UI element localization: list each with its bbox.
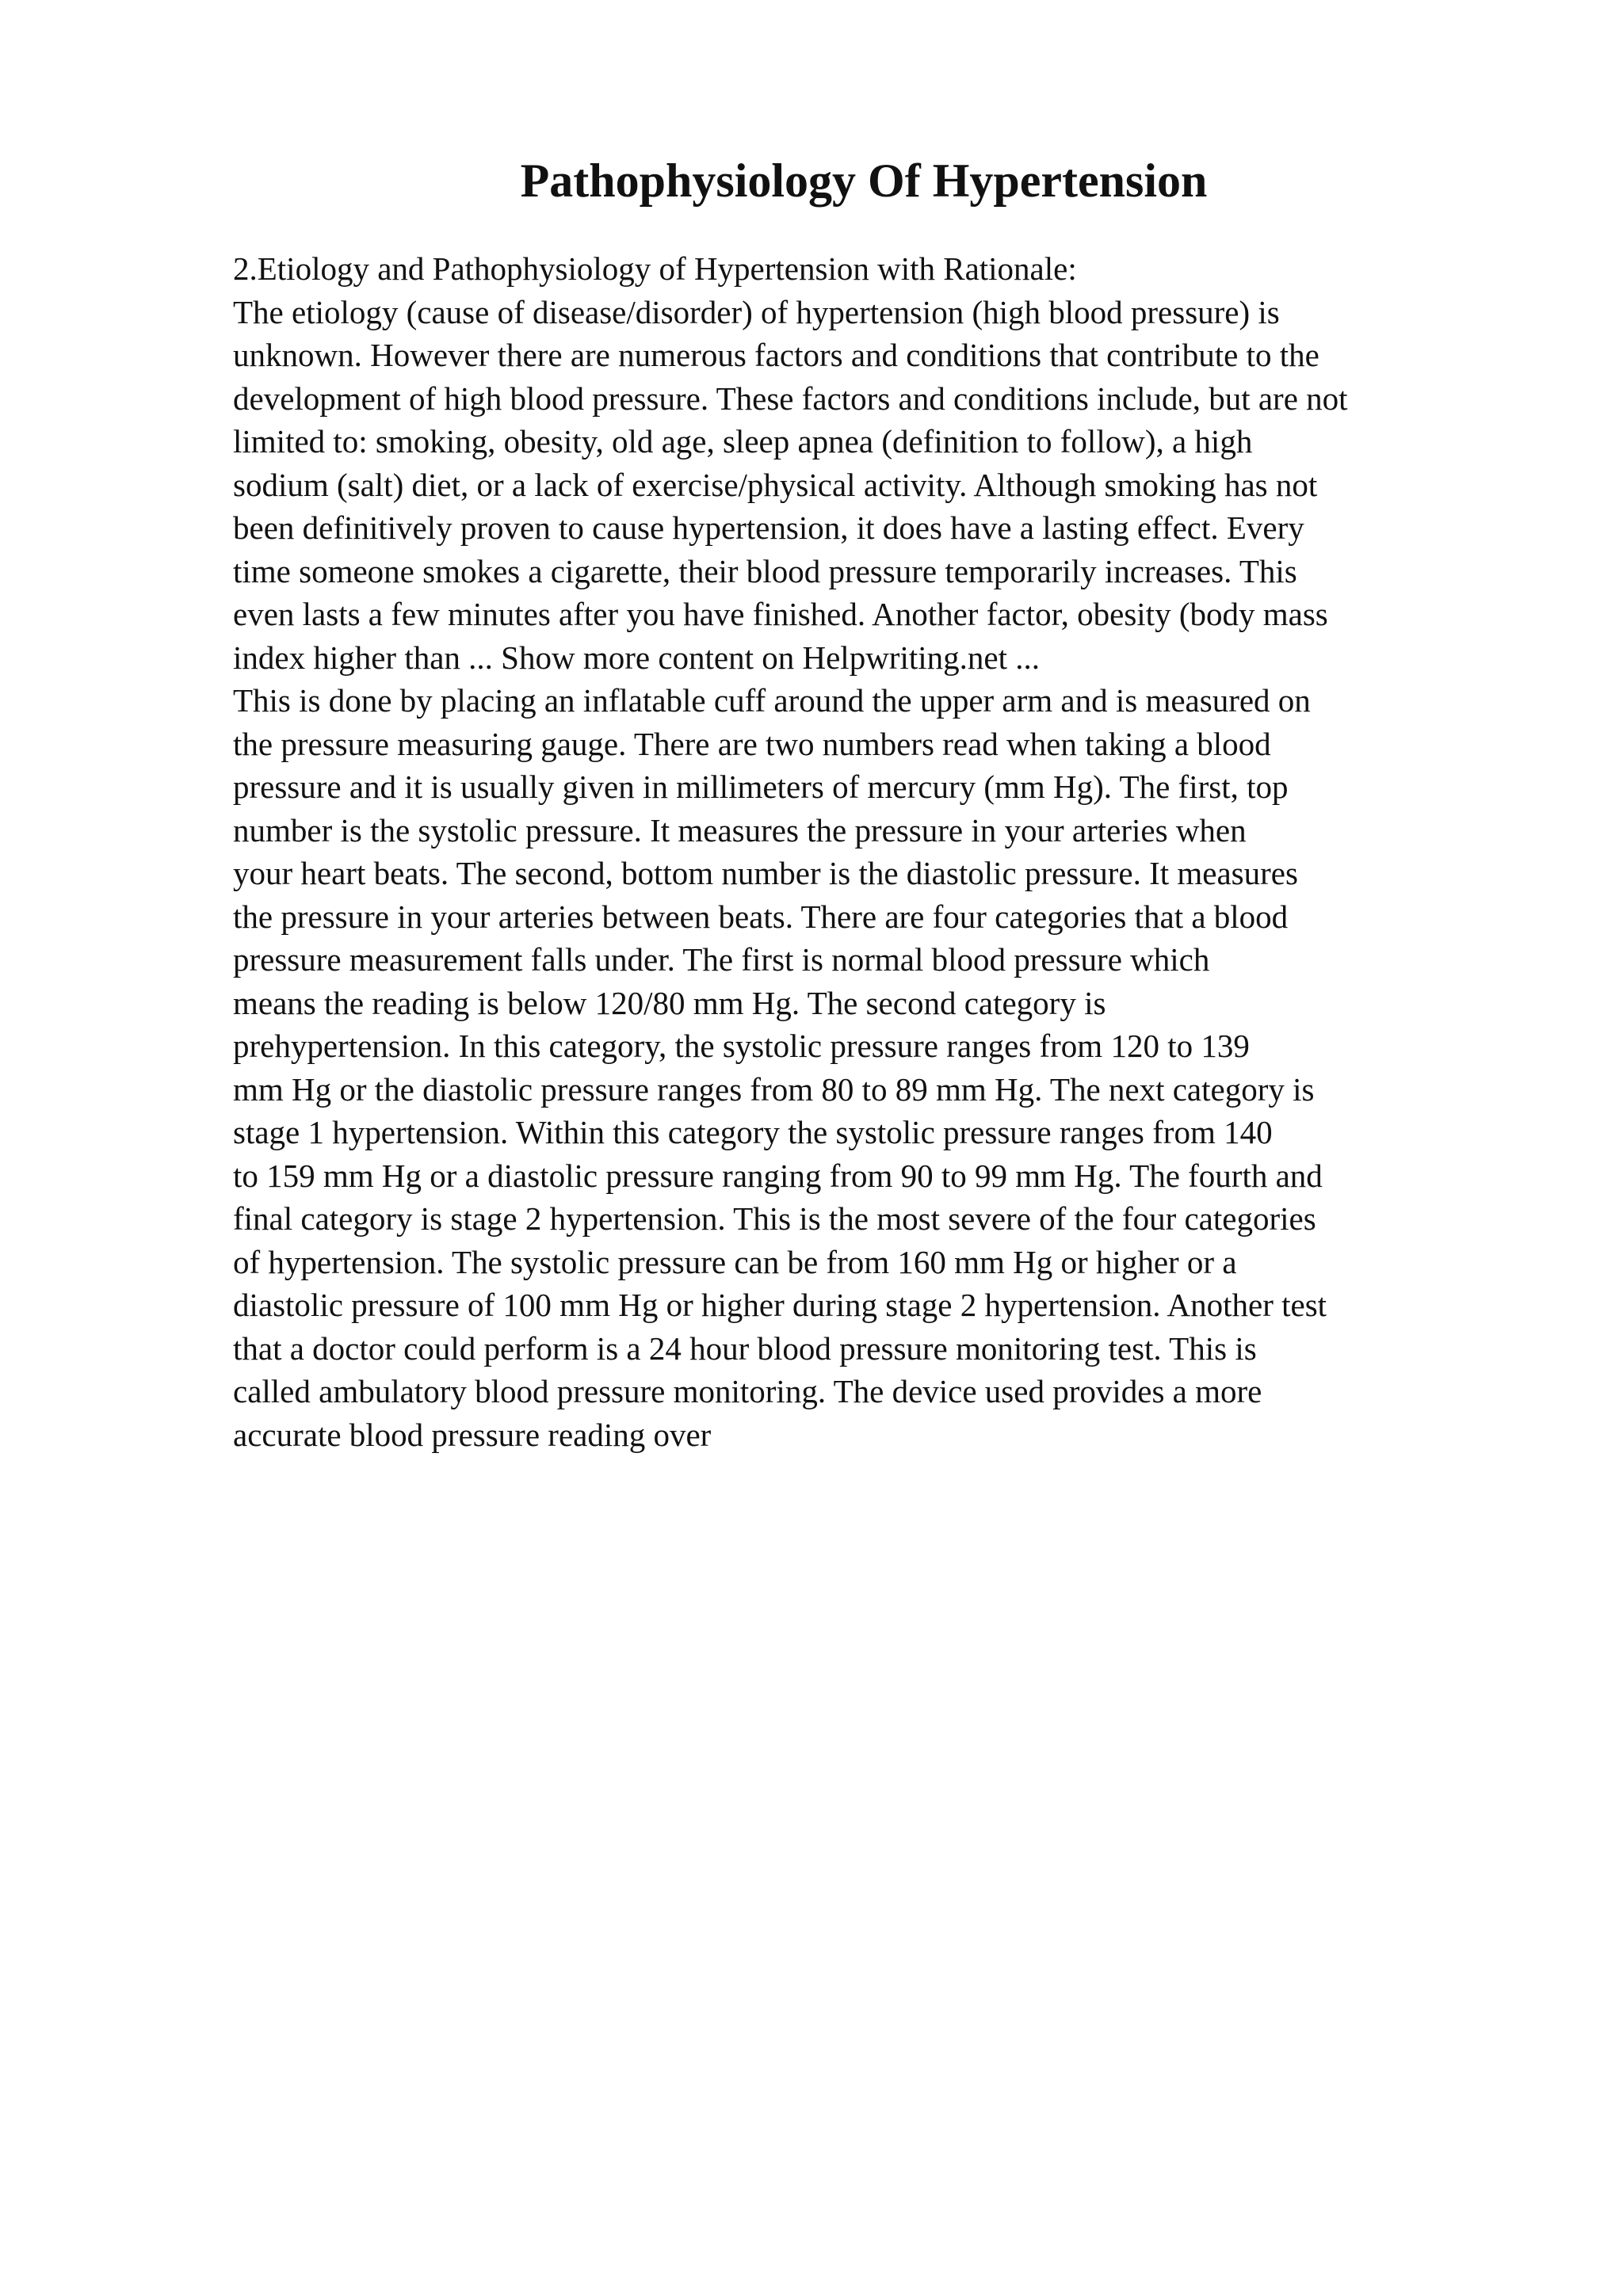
text-line: index higher than ... Show more content on Helpwriting.net ... bbox=[233, 639, 1040, 676]
text-line: the pressure in your arteries between beats. There are four categories that a blood bbox=[233, 898, 1289, 935]
text-line: diastolic pressure of 100 mm Hg or higher during stage 2 hypertension. Another test bbox=[233, 1287, 1327, 1323]
text-line: time someone smokes a cigarette, their blood pressure temporarily increases. This bbox=[233, 552, 1297, 589]
text-line: pressure measurement falls under. The first is normal blood pressure which bbox=[233, 941, 1210, 978]
text-line: development of high blood pressure. These factors and conditions include, but are not bbox=[233, 379, 1348, 417]
text-line: 2.Etiology and Pathophysiology of Hypertension with Rationale: bbox=[233, 250, 1077, 287]
text-line: limited to: smoking, obesity, old age, sleep apnea (definition to follow), a high bbox=[233, 423, 1253, 460]
text-line: of hypertension. The systolic pressure can be from 160 mm Hg or higher or a bbox=[233, 1243, 1237, 1280]
text-line: sodium (salt) diet, or a lack of exercise/physical activity. Although smoking has not bbox=[233, 466, 1318, 503]
text-line: your heart beats. The second, bottom number is the diastolic pressure. It measures bbox=[233, 855, 1298, 891]
text-line: even lasts a few minutes after you have finished. Another factor, obesity (body mass bbox=[233, 596, 1328, 632]
text-line: called ambulatory blood pressure monitoring. The device used provides a more bbox=[233, 1373, 1262, 1409]
text-line: pressure and it is usually given in millimeters of mercury (mm Hg). The first, top bbox=[233, 769, 1289, 805]
text-line: that a doctor could perform is a 24 hour blood pressure monitoring test. This is bbox=[233, 1329, 1257, 1367]
text-line: to 159 mm Hg or a diastolic pressure ranging from 90 to 99 mm Hg. The fourth and bbox=[233, 1157, 1323, 1194]
text-line: stage 1 hypertension. Within this category the systolic pressure ranges from 140 bbox=[233, 1114, 1273, 1150]
text-line: The etiology (cause of disease/disorder) of hypertension (high blood pressure) is bbox=[233, 293, 1280, 330]
document-body bbox=[233, 247, 1533, 1456]
text-line: means the reading is below 120/80 mm Hg. The second category is bbox=[233, 984, 1106, 1021]
text-line: the pressure measuring gauge. There are two numbers read when taking a blood bbox=[233, 725, 1271, 762]
text-line: unknown. However there are numerous factors and conditions that contribute to the bbox=[233, 337, 1319, 373]
text-line: mm Hg or the diastolic pressure ranges from 80 to 89 mm Hg. The next category is bbox=[233, 1070, 1315, 1108]
text-line: accurate blood pressure reading over bbox=[233, 1416, 712, 1453]
text-line: number is the systolic pressure. It measures the pressure in your arteries when bbox=[233, 811, 1247, 849]
text-line: final category is stage 2 hypertension. This is the most severe of the four categories bbox=[233, 1200, 1316, 1237]
text-line: been definitively proven to cause hypertension, it does have a lasting effect. Every bbox=[233, 509, 1304, 546]
text-line: This is done by placing an inflatable cuff around the upper arm and is measured on bbox=[233, 682, 1311, 719]
page-title: Pathophysiology Of Hypertension bbox=[520, 154, 1208, 207]
text-line: prehypertension. In this category, the systolic pressure ranges from 120 to 139 bbox=[233, 1028, 1250, 1064]
